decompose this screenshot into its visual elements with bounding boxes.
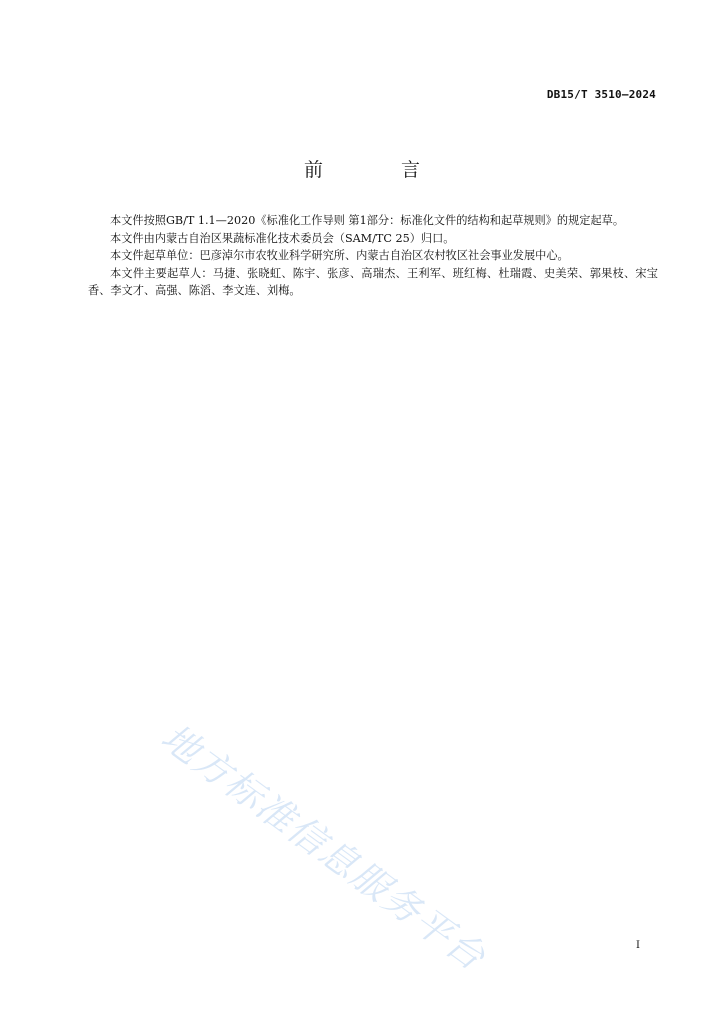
- watermark: 地方标准信息服务平台: [153, 715, 495, 980]
- paragraph-responsible-committee: 本文件由内蒙古自治区果蔬标准化技术委员会（SAM/TC 25）归口。: [110, 231, 455, 245]
- section-title: 前 言: [303, 159, 457, 181]
- document-code: DB15/T 3510—2024: [546, 88, 656, 101]
- foreword-body: [88, 212, 658, 300]
- paragraph-drafting-units: 本文件起草单位：巴彦淖尔市农牧业科学研究所、内蒙古自治区农村牧区社会事业发展中心。: [110, 249, 569, 262]
- page-number: I: [636, 940, 640, 951]
- paragraph-drafters: 本文件主要起草人：马捷、张晓虹、陈宇、张彦、高瑞杰、王利军、班红梅、杜瑞霞、史美荣、郭果枝、宋宝香、李文才、高强、陈滔、李文连、刘梅。: [88, 266, 658, 297]
- paragraph-drafting-rules: 本文件按照GB/T 1.1—2020《标准化工作导则 第1部分：标准化文件的结构和起草规则》的规定起草。: [110, 214, 625, 227]
